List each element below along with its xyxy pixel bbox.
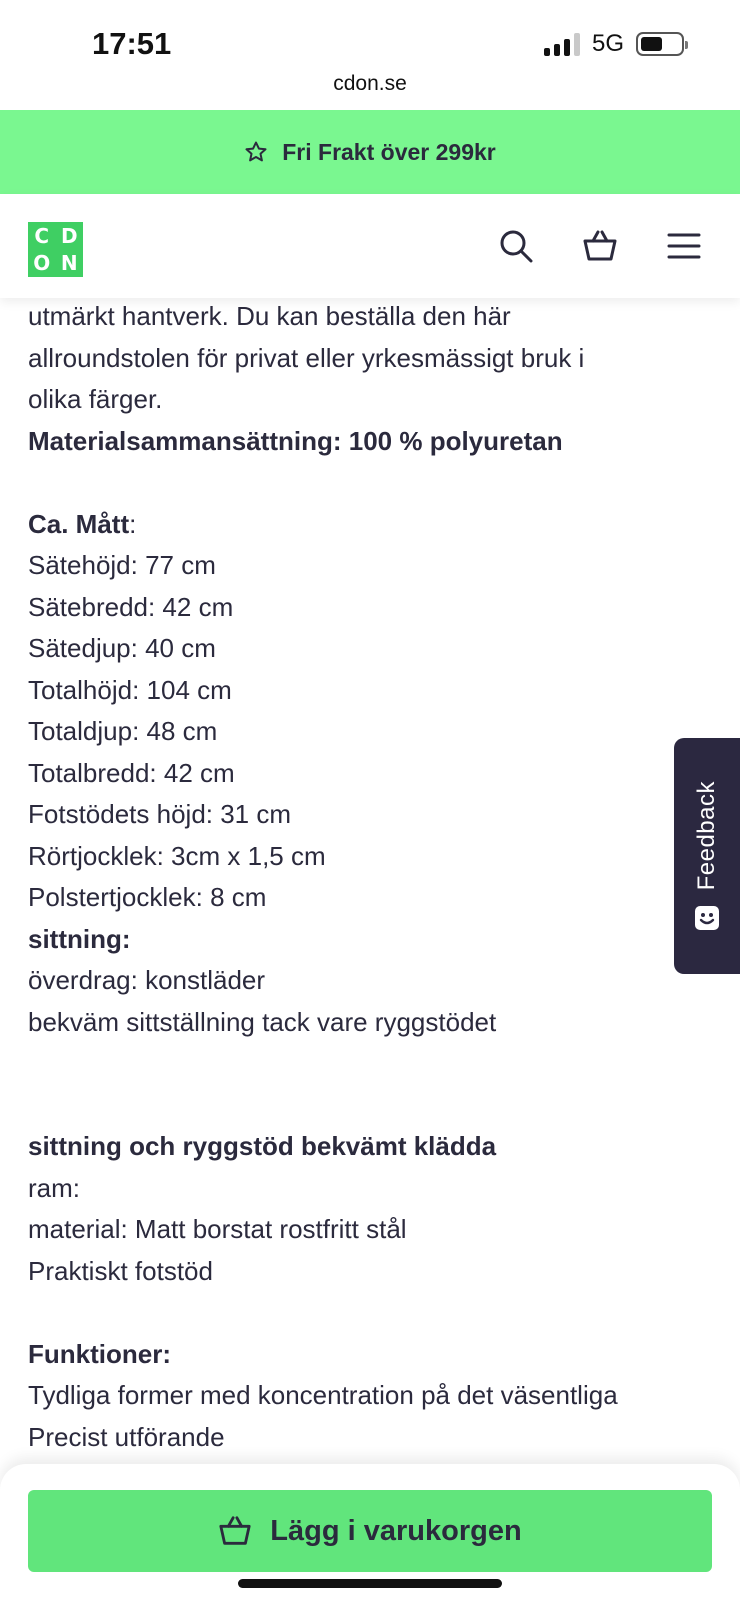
description-line-text: bekväm sittställning tack vare ryggstödet — [28, 1006, 497, 1037]
bottom-cart-bar — [0, 1464, 740, 1600]
description-line — [28, 670, 718, 712]
description-line — [28, 296, 718, 338]
description-line-text: Totalhöjd: 104 cm — [28, 674, 232, 705]
network-type: 5G — [591, 30, 624, 57]
description-line — [28, 504, 718, 546]
description-line-text: utmärkt hantverk. Du kan beställa den här — [28, 301, 511, 331]
description-line — [28, 1334, 718, 1376]
site-header — [0, 194, 740, 298]
battery-icon — [636, 32, 684, 56]
description-line-suffix: : — [129, 508, 137, 539]
description-line-text: överdrag: konstläder — [28, 965, 266, 995]
description-line-text: Funktioner: — [28, 1338, 171, 1369]
description-line — [28, 1251, 718, 1293]
description-line — [28, 753, 718, 795]
header-actions — [496, 226, 704, 266]
address-bar-url[interactable]: cdon.se — [333, 72, 407, 95]
feedback-tab[interactable] — [674, 738, 740, 974]
description-line — [28, 379, 718, 421]
description-line — [28, 1375, 718, 1417]
description-line — [28, 1209, 718, 1251]
description-line-text: Sätehöjd: 77 cm — [28, 550, 216, 580]
description-line-text: Rörtjocklek: 3cm x 1,5 cm — [28, 840, 326, 871]
description-line-text: Materialsammansättning: 100 % polyuretan — [28, 425, 563, 456]
product-description — [28, 296, 718, 1458]
description-line-text: olika färger. — [28, 384, 163, 414]
promo-text: Fri Frakt över 299kr — [282, 138, 496, 165]
logo-letter: D — [60, 223, 78, 248]
description-line — [28, 421, 718, 463]
description-line-text: ram: — [28, 1172, 80, 1203]
add-to-cart-label: Lägg i varukorgen — [270, 1514, 522, 1547]
description-line — [28, 960, 718, 1002]
home-indicator[interactable] — [238, 1579, 502, 1588]
logo-letter: O — [33, 251, 51, 276]
description-line — [28, 836, 718, 878]
basket-icon[interactable] — [580, 226, 620, 266]
star-icon — [244, 140, 268, 164]
basket-icon — [218, 1514, 252, 1548]
description-line — [28, 587, 718, 629]
description-line-text: Precist utförande — [28, 1421, 225, 1452]
description-line-text: sittning: — [28, 923, 131, 954]
description-line-text: Sätedjup: 40 cm — [28, 633, 216, 663]
description-line — [28, 1417, 718, 1459]
blank-line — [28, 1043, 718, 1085]
smiley-icon — [694, 905, 720, 931]
description-line — [28, 1002, 718, 1044]
description-line-text: Totalbredd: 42 cm — [28, 757, 235, 788]
description-line — [28, 628, 718, 670]
description-line-text: allroundstolen för privat eller yrkesmässigt bruk i — [28, 342, 585, 373]
description-line — [28, 711, 718, 753]
description-line — [28, 919, 718, 961]
status-time: 17:51 — [92, 26, 172, 61]
description-line-text: Praktiskt fotstöd — [28, 1255, 213, 1286]
search-icon[interactable] — [496, 226, 536, 266]
logo-letter: C — [34, 223, 50, 248]
menu-icon[interactable] — [664, 226, 704, 266]
description-line-text: material: Matt borstat rostfritt stål — [28, 1214, 407, 1244]
feedback-label: Feedback — [693, 781, 720, 891]
description-line-text: Fotstödets höjd: 31 cm — [28, 799, 292, 829]
promo-banner[interactable] — [0, 110, 740, 194]
description-line — [28, 794, 718, 836]
blank-line — [28, 462, 718, 504]
description-line-text: Tydliga former med koncentration på det väsentliga — [28, 1380, 618, 1410]
description-line-text: Ca. Mått — [28, 508, 130, 539]
status-indicators — [544, 30, 684, 58]
description-line — [28, 877, 718, 919]
blank-line — [28, 1085, 718, 1127]
description-line — [28, 338, 718, 380]
description-line-text: Sätebredd: 42 cm — [28, 591, 234, 622]
cdon-logo[interactable] — [28, 222, 83, 277]
description-line — [28, 545, 718, 587]
signal-icon — [544, 32, 580, 56]
description-line — [28, 1126, 718, 1168]
blank-line — [28, 1292, 718, 1334]
status-bar — [0, 0, 740, 110]
logo-letter: N — [60, 251, 78, 276]
description-line-text: sittning och ryggstöd bekvämt klädda — [28, 1131, 497, 1161]
description-line-text: Polstertjocklek: 8 cm — [28, 882, 267, 912]
description-line-text: Totaldjup: 48 cm — [28, 716, 218, 746]
description-line — [28, 1168, 718, 1210]
add-to-cart-button[interactable] — [28, 1490, 712, 1572]
